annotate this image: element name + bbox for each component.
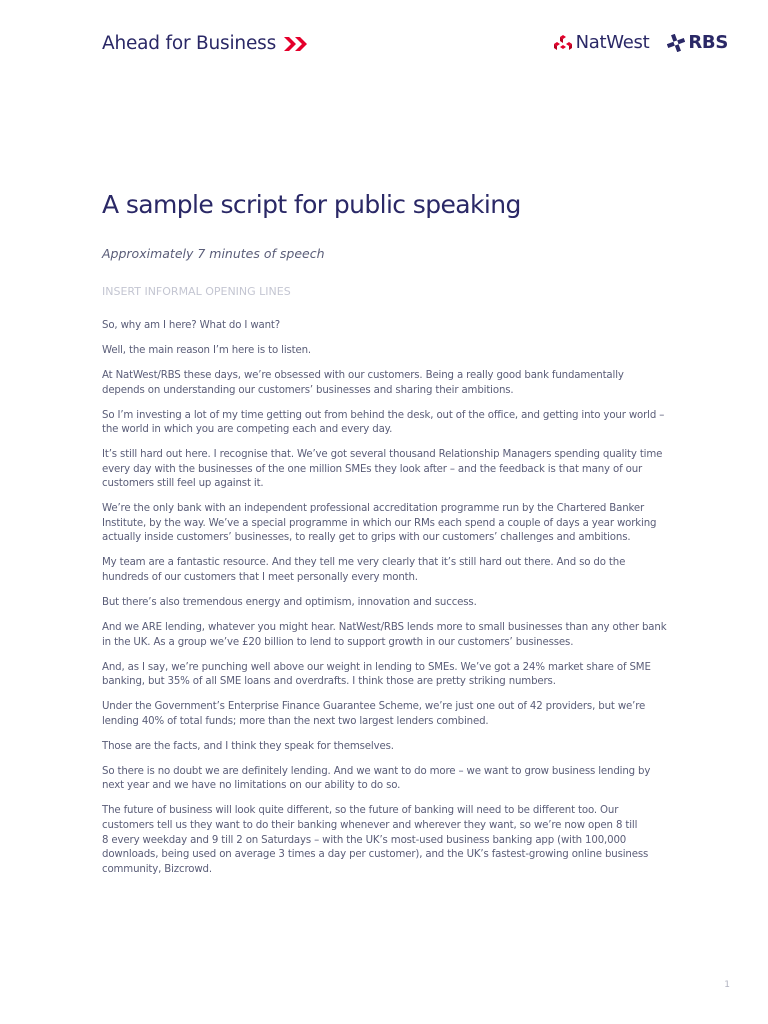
double-chevron-right-icon <box>284 37 310 51</box>
speech-paragraph: But there’s also tremendous energy and optimism, innovation and success. <box>102 597 477 609</box>
speech-paragraph: So I’m investing a lot of my time getting out from behind the desk, out of the office, and getting into your world – the world in which you are competing each and every day. <box>102 409 665 436</box>
rbs-logo <box>667 32 728 53</box>
speech-paragraph: Well, the main reason I’m here is to listen. <box>102 344 312 356</box>
natwest-wordmark: NatWest <box>575 32 650 53</box>
speech-paragraph: Under the Government’s Enterprise Finance Guarantee Scheme, we’re just one out of 42 providers, but we’re lending 40% of total funds; more than the next two largest lenders combined. <box>102 701 646 727</box>
rbs-daisy-icon <box>667 34 685 52</box>
speech-paragraph: The future of business will look quite different, so the future of banking will need to be different too. Our customers tell us they want to do their banking whenever and wherever they want, so we’re now open 8 till 8 every weekday and 9 till 2 on Saturdays – with the UK’s most-used business banking app (with 100,000 downloads, being used on average 3 times a day per customer), and the UK’s fastest-growing online business community, Bizcrowd. <box>102 805 649 875</box>
speech-paragraph: We’re the only bank with an independent professional accreditation programme run by the Chartered Banker Institute, by the way. We’ve a special programme in which our RMs each spend a couple of days a year working actually inside customers’ businesses, to really get to grips with our customers’ challenges and ambitions. <box>102 503 657 544</box>
natwest-logo <box>554 32 650 53</box>
speech-paragraph: At NatWest/RBS these days, we’re obsessed with our customers. Being a really good bank fundamentally depends on understanding our customers’ businesses and sharing their ambitions. <box>102 369 624 396</box>
speech-paragraph: My team are a fantastic resource. And they tell me very clearly that it’s still hard out there. And so do the hundreds of our customers that I meet personally every month. <box>102 557 626 584</box>
document-title: A sample script for public speaking <box>102 190 521 219</box>
placeholder-opening-lines: INSERT INFORMAL OPENING LINES <box>102 285 291 298</box>
rbs-wordmark: RBS <box>688 32 728 53</box>
speech-paragraph: It’s still hard out here. I recognise that. We’ve got several thousand Relationship Managers spending quality time every day with the businesses of the one million SMEs they look after – and the feedback is that many of our customers still feel up against it. <box>102 449 663 490</box>
natwest-cubes-icon <box>554 35 572 51</box>
speech-paragraph: Those are the facts, and I think they speak for themselves. <box>102 740 394 752</box>
speech-paragraph: And, as I say, we’re punching well above our weight in lending to SMEs. We’ve got a 24% market share of SME banking, but 35% of all SME loans and overdrafts. I think those are pretty striking numbers. <box>102 661 651 688</box>
document-subtitle: Approximately 7 minutes of speech <box>102 246 325 261</box>
speech-paragraph: And we ARE lending, whatever you might hear. NatWest/RBS lends more to small businesses than any other bank in the UK. As a group we’ve £20 billion to lend to support growth in our customers’ businesses. <box>102 622 667 648</box>
document-header <box>0 0 768 70</box>
speech-paragraph: So there is no doubt we are definitely lending. And we want to do more – we want to grow business lending by next year and we have no limitations on our ability to do so. <box>102 765 651 792</box>
ahead-for-business-logo <box>102 33 310 54</box>
bank-logos <box>554 32 728 53</box>
speech-paragraph: So, why am I here? What do I want? <box>102 320 281 331</box>
speech-body <box>102 319 672 888</box>
page-number: 1 <box>724 980 730 990</box>
ahead-for-business-text: Ahead for Business <box>102 33 277 54</box>
